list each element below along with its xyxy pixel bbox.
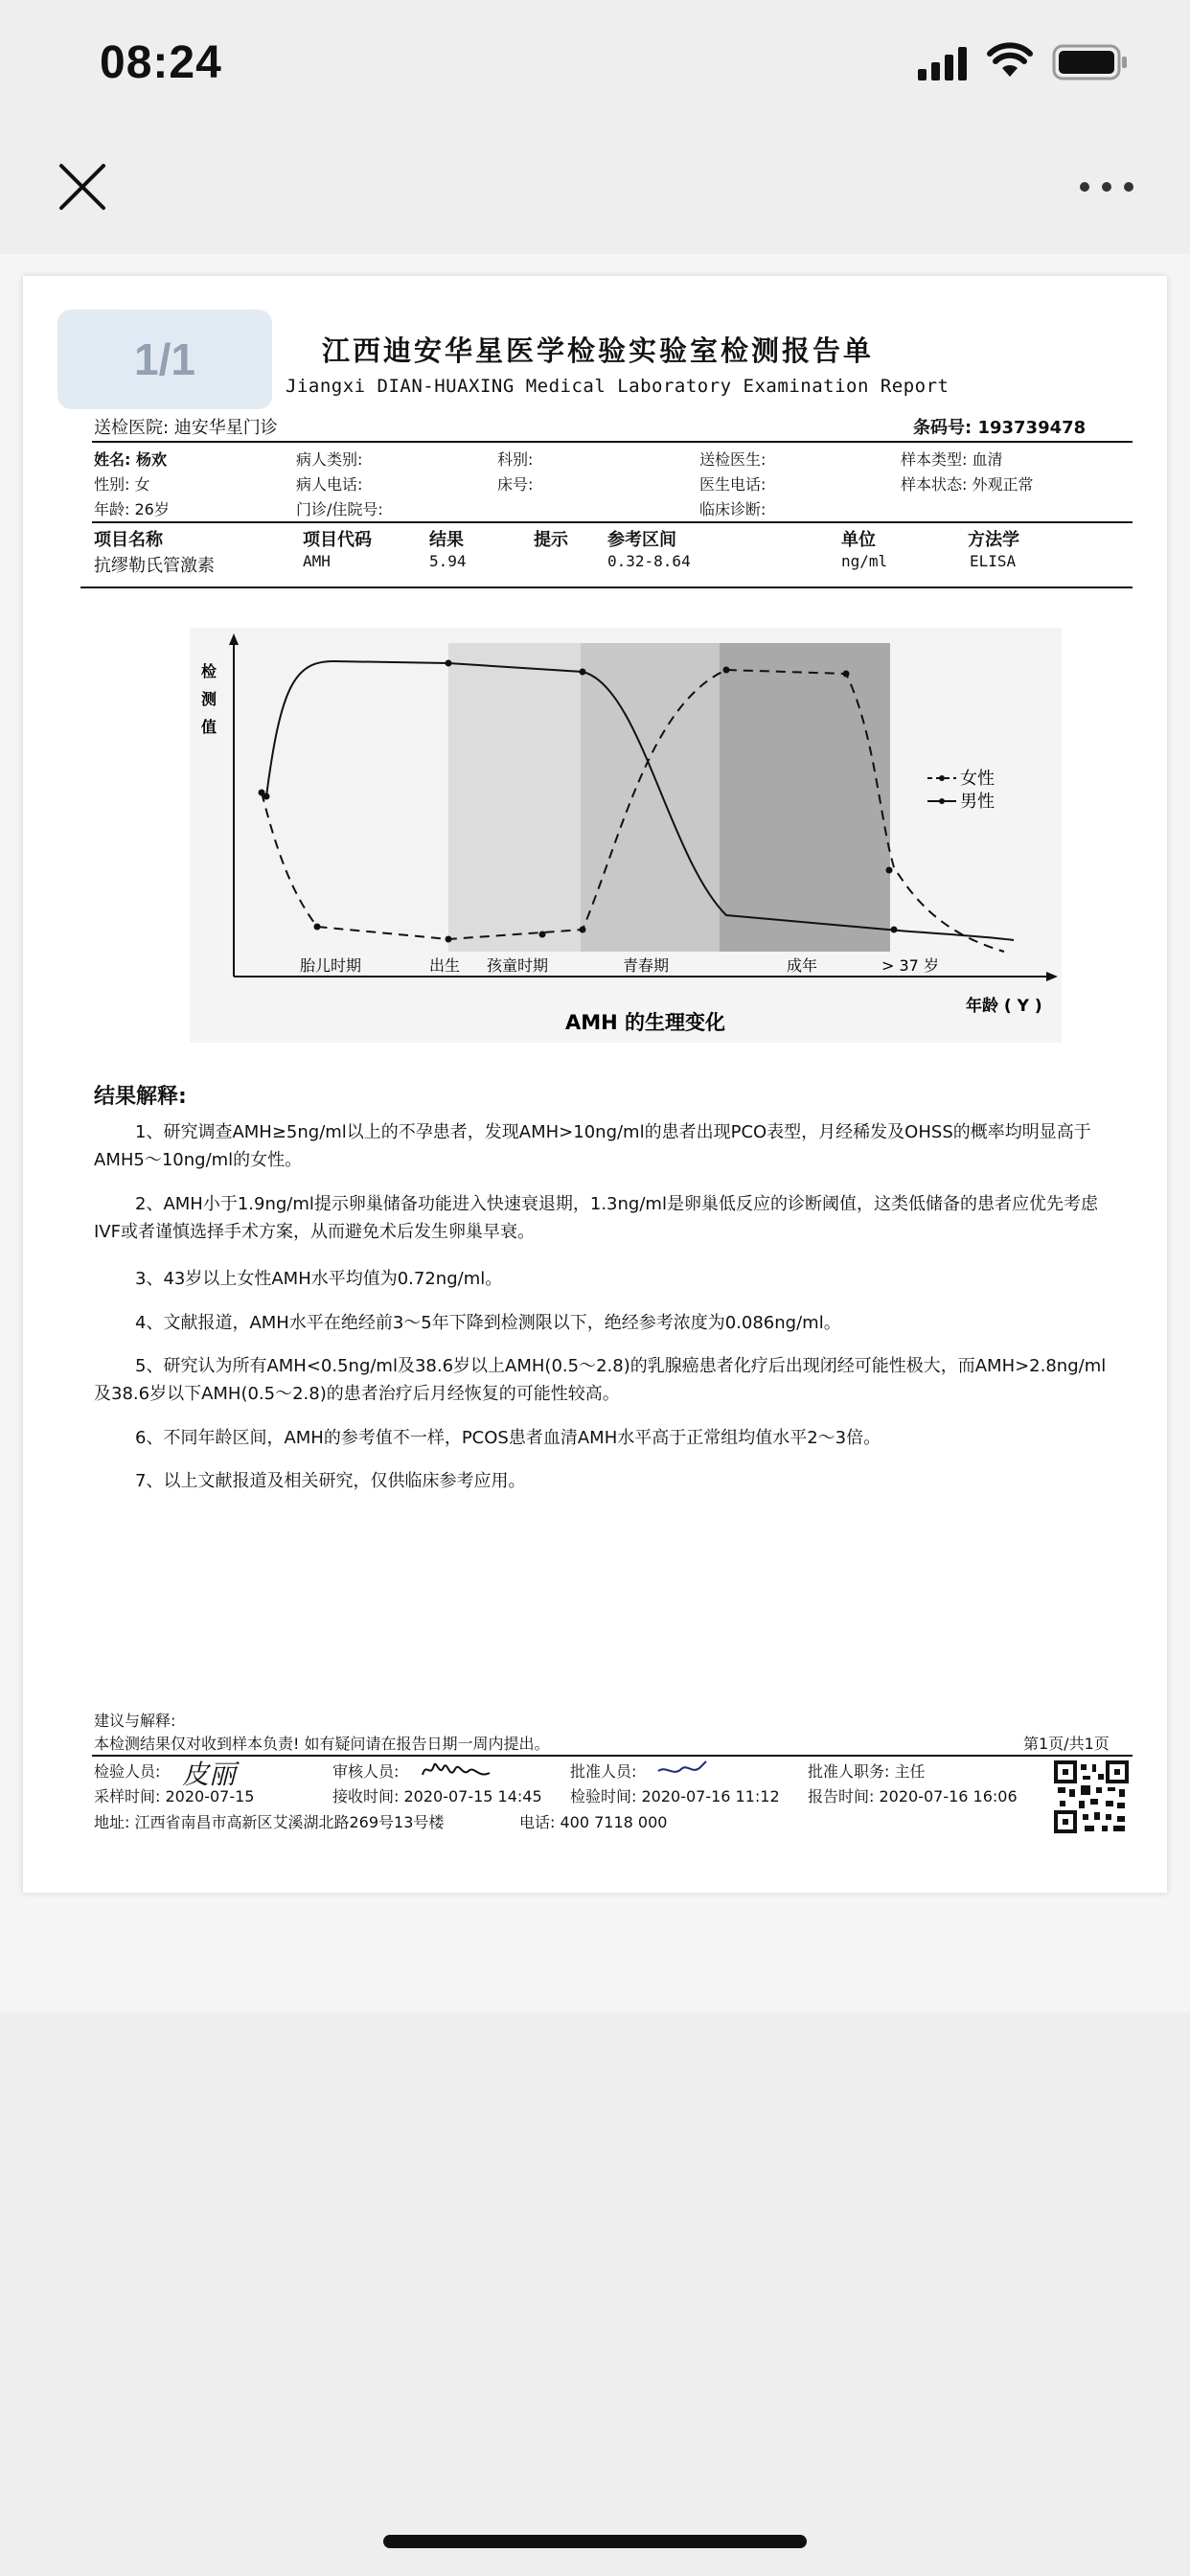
sample-time: 采样时间: 2020-07-15: [94, 1787, 255, 1806]
col-header-method: 方法学: [968, 530, 1019, 550]
tester-label: 检验人员:: [94, 1762, 161, 1781]
interpretation-paragraph: 4、文献报道，AMH水平在绝经前3～5年下降到检测限以下，绝经参考浓度为0.086ng/ml。: [135, 1313, 841, 1333]
x-stage-label: 青春期: [623, 956, 670, 975]
disclaimer: 本检测结果仅对收到样本负责! 如有疑问请在报告日期一周内提出。: [94, 1735, 550, 1753]
home-indicator[interactable]: [383, 2535, 807, 2548]
status-time: 08:24: [100, 37, 222, 88]
chart-title: AMH 的生理变化: [565, 1011, 726, 1034]
cellular-signal-icon: [918, 46, 972, 80]
col-header-range: 参考区间: [607, 530, 676, 550]
barcode-label: 条码号: 193739478: [913, 418, 1087, 438]
divider: [80, 586, 1133, 588]
report-time: 报告时间: 2020-07-16 16:06: [808, 1787, 1018, 1806]
result-item-code: AMH: [303, 552, 331, 570]
patient-phone: 病人电话:: [296, 475, 363, 494]
report-title: 江西迪安华星医学检验实验室检测报告单: [322, 334, 875, 367]
interpretation-paragraph: 3、43岁以上女性AMH水平均值为0.72ng/ml。: [135, 1269, 503, 1289]
divider: [92, 521, 1133, 523]
department: 科别:: [497, 450, 534, 469]
interpretation-paragraph: 1、研究调查AMH≥5ng/ml以上的不孕患者，发现AMH>10ng/ml的患者出现PCO表型，月经稀发及OHSS的概率均明显高于AMH5～10ng/ml的女性。: [94, 1122, 1091, 1170]
lab-address: 地址: 江西省南昌市高新区艾溪湖北路269号13号楼: [94, 1813, 445, 1831]
interpretation-paragraph: 6、不同年龄区间，AMH的参考值不一样，PCOS患者血清AMH水平高于正常组均值水平2～3倍。: [135, 1428, 881, 1448]
hospital-label: 送检医院: 迪安华星门诊: [94, 418, 278, 438]
patient-gender: 性别: 女: [94, 475, 150, 494]
test-time: 检验时间: 2020-07-16 11:12: [570, 1787, 780, 1806]
outpatient-number: 门诊/住院号:: [296, 500, 383, 518]
page-number: 第1页/共1页: [1023, 1735, 1110, 1753]
x-axis-label: 年龄 ( Y ): [966, 997, 1042, 1016]
result-unit: ng/ml: [841, 552, 888, 570]
col-header-code: 项目代码: [303, 530, 372, 550]
bed-number: 床号:: [497, 475, 534, 494]
interpretation-paragraph: 2、AMH小于1.9ng/ml提示卵巢储备功能进入快速衰退期，1.3ng/ml是卵巢低反应的诊断阈值，这类低储备的患者应优先考虑IVF或者谨慎选择手术方案，从而避免术后发生卵巢早衰。: [94, 1194, 1098, 1242]
receive-time: 接收时间: 2020-07-15 14:45: [332, 1787, 542, 1806]
sample-state: 样本状态: 外观正常: [901, 475, 1034, 494]
patient-name: 姓名: 杨欢: [94, 450, 167, 469]
result-item-name: 抗缪勒氏管激素: [94, 556, 215, 576]
result-method: ELISA: [970, 552, 1017, 570]
report-title-english: Jiangxi DIAN-HUAXING Medical Laboratory Examination Report: [286, 376, 950, 397]
x-stage-label: > 37 岁: [881, 956, 939, 975]
doctor-phone: 医生电话:: [699, 475, 767, 494]
legend-male: 男性: [960, 792, 995, 812]
col-header-unit: 单位: [841, 530, 876, 550]
more-options-icon[interactable]: [1077, 172, 1136, 201]
result-value: 5.94: [429, 552, 467, 570]
interpretation-title: 结果解释:: [94, 1085, 187, 1109]
col-header-item: 项目名称: [94, 530, 163, 550]
x-stage-label: 出生: [429, 956, 461, 975]
approver-title: 批准人职务: 主任: [808, 1762, 926, 1781]
patient-category: 病人类别:: [296, 450, 363, 469]
divider: [92, 441, 1133, 443]
x-stage-label: 胎儿时期: [300, 956, 362, 975]
col-header-hint: 提示: [534, 530, 568, 550]
qr-code: [1054, 1760, 1129, 1833]
status-bar: [0, 0, 1190, 134]
divider: [92, 1755, 1133, 1757]
x-stage-label: 成年: [787, 956, 818, 975]
close-icon[interactable]: [54, 158, 111, 216]
y-label-char: 值: [201, 718, 217, 736]
approver-signature: [654, 1758, 710, 1781]
referring-doctor: 送检医生:: [699, 450, 767, 469]
x-stage-label: 孩童时期: [487, 956, 549, 975]
reviewer-signature: [419, 1756, 493, 1784]
sample-type: 样本类型: 血清: [901, 450, 1003, 469]
lab-phone: 电话: 400 7118 000: [519, 1813, 668, 1831]
result-reference-range: 0.32-8.64: [607, 552, 691, 570]
y-label-char: 检: [201, 662, 217, 680]
reviewer-label: 审核人员:: [332, 1762, 400, 1781]
report-page: [23, 276, 1167, 1893]
amh-chart: [190, 628, 1062, 1043]
tester-signature: 皮丽: [182, 1759, 237, 1790]
legend-female: 女性: [960, 769, 995, 789]
battery-icon: [1052, 44, 1129, 80]
y-label-char: 测: [201, 690, 217, 708]
advice-label: 建议与解释:: [94, 1712, 176, 1730]
col-header-result: 结果: [429, 530, 464, 550]
interpretation-paragraph: 7、以上文献报道及相关研究，仅供临床参考应用。: [135, 1471, 526, 1491]
page-indicator: 1/1: [57, 310, 272, 409]
approver-label: 批准人员:: [570, 1762, 637, 1781]
patient-age: 年龄: 26岁: [94, 500, 170, 518]
viewer-toolbar: [0, 134, 1190, 254]
interpretation-paragraph: 5、研究认为所有AMH<0.5ng/ml及38.6岁以上AMH(0.5～2.8)的乳腺癌患者化疗后出现闭经可能性极大，而AMH>2.8ng/ml及38.6岁以下AMH(0.5～2.8)的患者治疗后月经恢复的可能性较高。: [94, 1356, 1107, 1404]
clinical-diagnosis: 临床诊断:: [699, 500, 767, 518]
wifi-icon: [987, 42, 1033, 79]
